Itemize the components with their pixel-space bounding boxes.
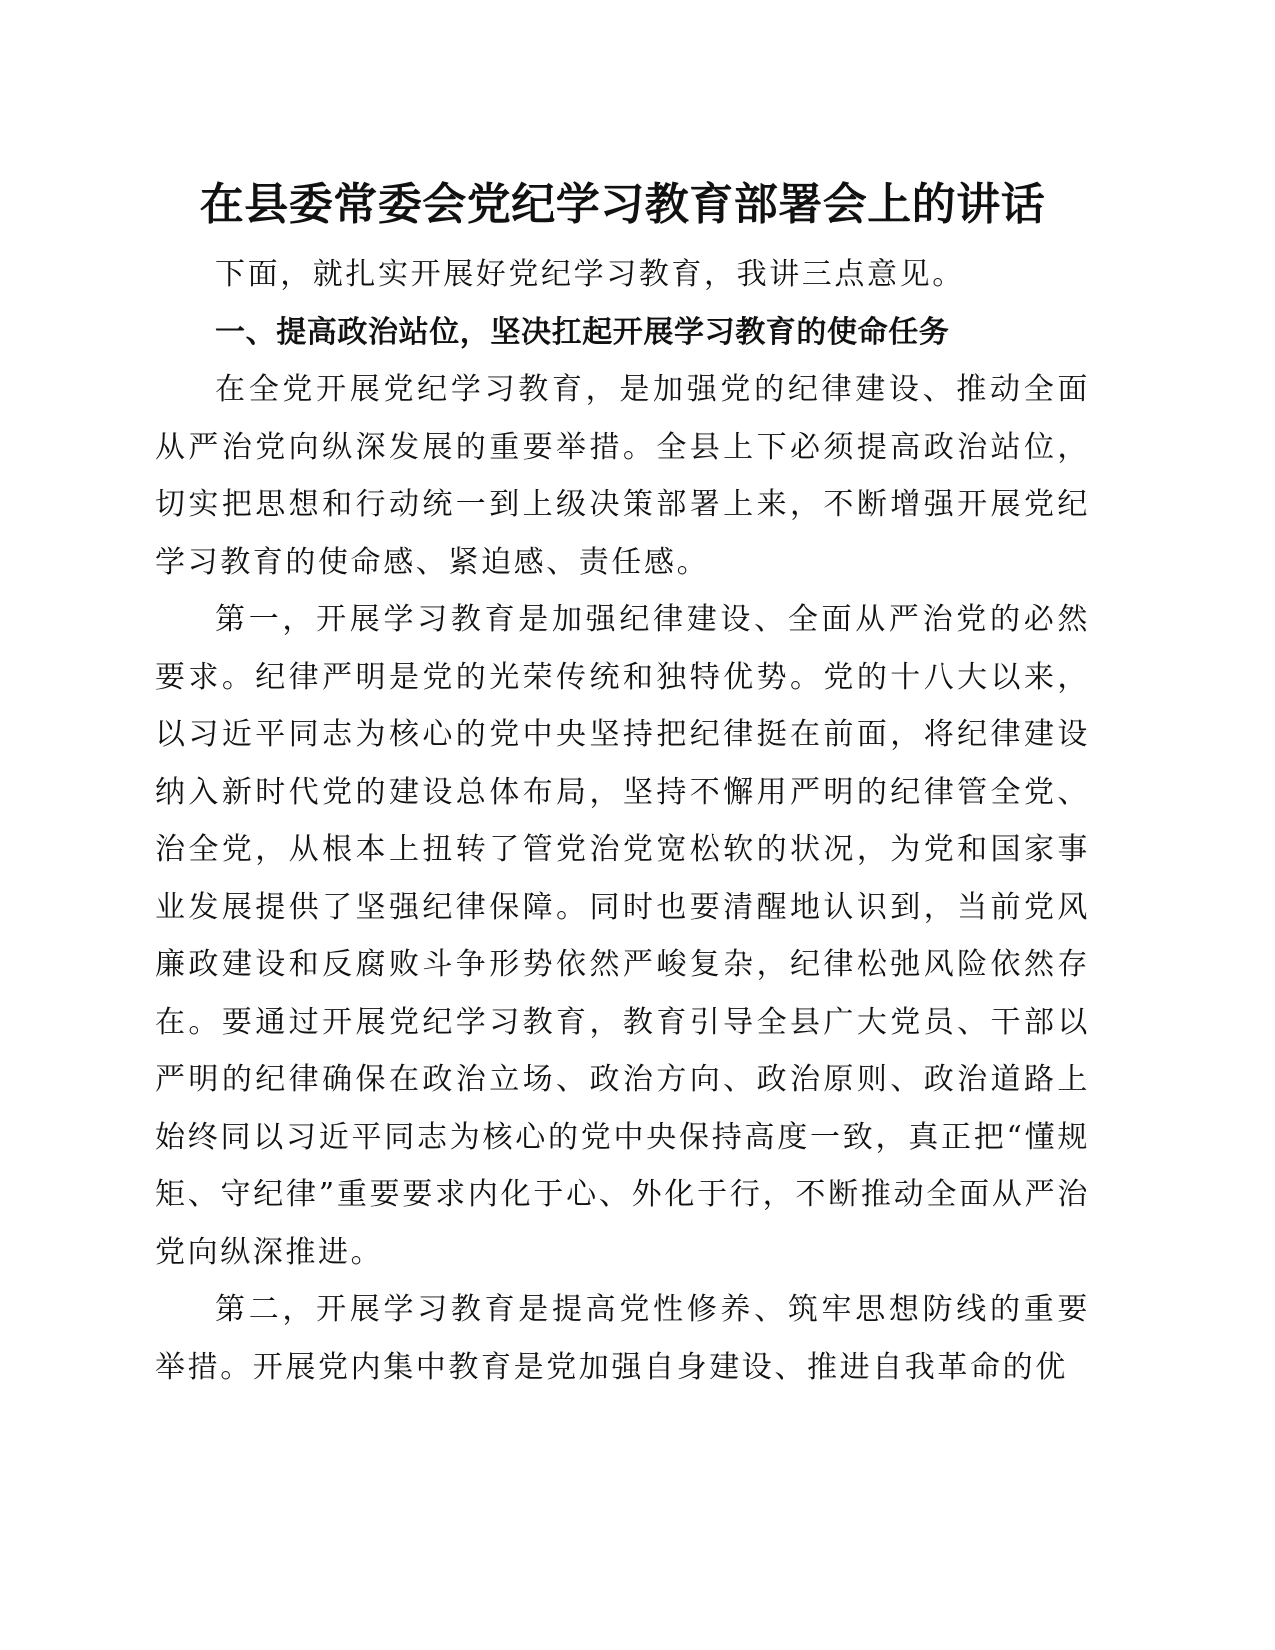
body-paragraph-2: 第一，开展学习教育是加强纪律建设、全面从严治党的必然要求。纪律严明是党的光荣传统和独特优势。党的十八大以来，以习近平同志为核心的党中央坚持把纪律挺在前面，将纪律建设纳入新时代党的建设总体布局，坚持不懈用严明的纪律管全党、治全党，从根本上扭转了管党治党宽松软的状况，为党和国家事业发展提供了坚强纪律保障。同时也要清醒地认识到，当前党风廉政建设和反腐败斗争形势依然严峻复杂，纪律松弛风险依然存在。要通过开展党纪学习教育，教育引导全县广大党员、干部以严明的纪律确保在政治立场、政治方向、政治原则、政治道路上始终同以习近平同志为核心的党中央保持高度一致，真正把“懂规矩、守纪律”重要要求内化于心、外化于行，不断推动全面从严治党向纵深推进。 bbox=[155, 602, 1090, 1270]
document-title: 在县委常委会党纪学习教育部署会上的讲话 bbox=[199, 179, 1046, 230]
intro-paragraph: 下面，就扎实开展好党纪学习教育，我讲三点意见。 bbox=[215, 257, 965, 292]
body-paragraph-3: 第二，开展学习教育是提高党性修养、筑牢思想防线的重要举措。开展党内集中教育是党加强自身建设、推进自我革命的优 bbox=[155, 1292, 1090, 1385]
section-heading-1: 一、提高政治站位，坚决扛起开展学习教育的使命任务 bbox=[215, 314, 950, 350]
body-paragraph-1: 在全党开展党纪学习教育，是加强党的纪律建设、推动全面从严治党向纵深发展的重要举措。全县上下必须提高政治站位，切实把思想和行动统一到上级决策部署上来，不断增强开展党纪学习教育的使命感、紧迫感、责任感。 bbox=[155, 372, 1090, 580]
document-page bbox=[155, 170, 1090, 1396]
